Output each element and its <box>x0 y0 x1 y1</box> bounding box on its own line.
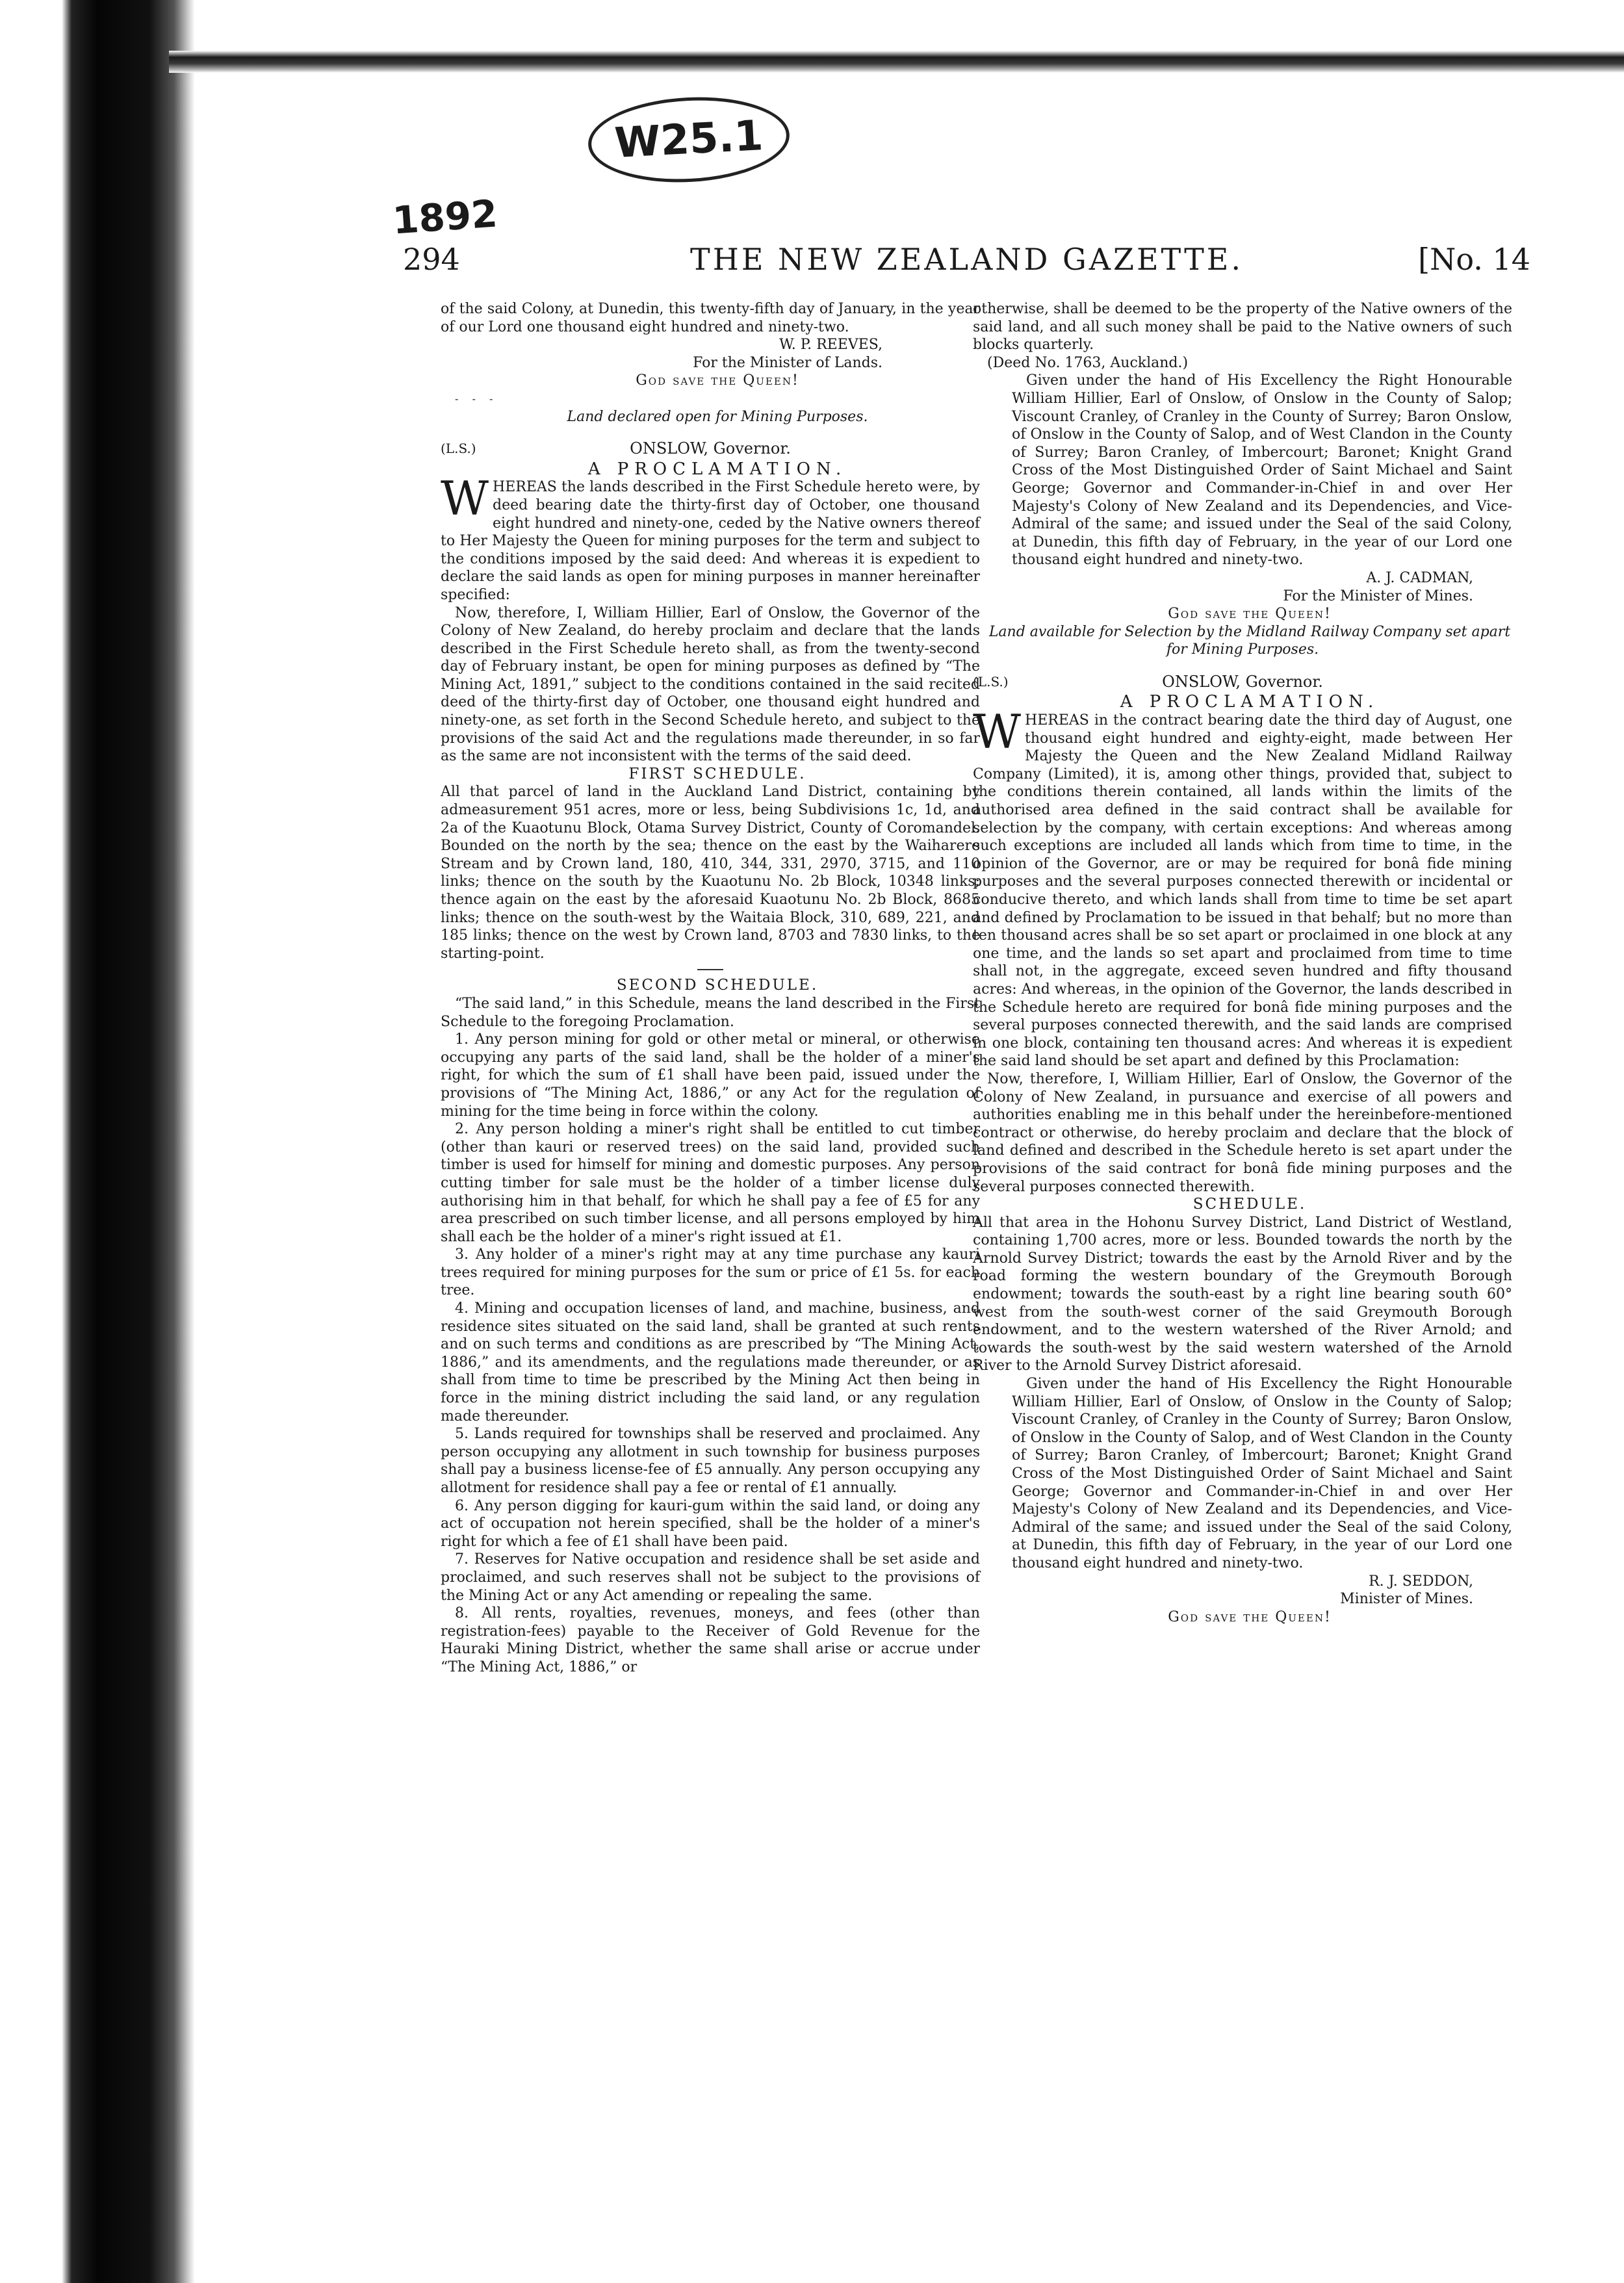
god-save-queen: God save the Queen! <box>1168 1608 1332 1625</box>
schedule-title: SCHEDULE. <box>1192 1196 1307 1213</box>
seal-mark: (L.S.) <box>441 441 476 457</box>
governor-name: ONSLOW, Governor. <box>1162 672 1323 691</box>
second-schedule-intro: “The said land,” in this Schedule, means the land described in the First Schedule to the foregoing Proclamation. <box>441 995 980 1030</box>
seal-mark: (L.S.) <box>973 673 1009 690</box>
first-schedule-title: FIRST SCHEDULE. <box>628 765 806 782</box>
gazette-title: THE NEW ZEALAND GAZETTE. <box>690 242 1243 277</box>
issue-number: [No. 14 <box>1418 242 1530 277</box>
drop-cap: W <box>441 471 489 526</box>
governor-line <box>973 673 1512 691</box>
second-schedule-title: SECOND SCHEDULE. <box>616 977 819 994</box>
schedule-item: 3. Any holder of a miner's right may at any time purchase any kauri trees required for mining purposes for the sum or price of £1 5s. for each tree. <box>441 1246 980 1299</box>
whereas-text: HEREAS in the contract bearing date the third day of August, one thousand eight hundred and eighty-eight, made between Her Majesty the Queen and the New Zealand Midland Railway Company (Limited), it is, among other things, provided that, subject to the conditions therein contained, all lands within the limits of the authorised area defined in the said contract shall be available for selection by the company, with certain exceptions: And whereas among such exceptions are included all lands which from time to time, in the opinion of the Governor, are or may be required for bonâ fide mining purposes and the several purposes connected therewith or incidental or conducive thereto, and which lands shall from time to time be set apart and defined by Proclamation to be issued in that behalf; but no more than ten thousand acres shall be so set apart or proclaimed in one block at any one time, and the lands so set apart and proclaimed from time to time shall not, in the aggregate, exceed seven hundred and fifty thousand acres: And whereas, in the opinion of the Governor, the lands described in the Schedule hereto are required for bonâ fide mining purposes and the several purposes connected therewith, and the said lands are comprised in one block, containing ten thousand acres: And whereas it is expedient the said land should be set apart and defined by this Proclamation: <box>973 712 1512 1070</box>
now-paragraph: Now, therefore, I, William Hillier, Earl of Onslow, the Governor of the Colony of New Zealand, in pursuance and exercise of all powers and authorities enabling me in this behalf under the hereinbefore-mentioned contract or otherwise, do hereby proclaim and declare that the block of land defined and described in the Schedule hereto is set apart under the provisions of the said contract for bonâ fide mining purposes and the several purposes connected therewith. <box>973 1070 1512 1195</box>
stamp-text: W25.1 <box>613 112 765 168</box>
schedule-text: All that area in the Hohonu Survey District, Land District of Westland, containing 1,700 acres, more or less. Bounded towards the north by the Arnold Survey District; towards the east by the Arnold River and by the road forming the western boundary of the Greymouth Borough endowment; towards the south-east by a right line bearing south 60° west from the south-west corner of the said Greymouth Borough endowment, and to the western watershed of the River Arnold; and towards the south-west by the said western watershed of the Arnold River to the Arnold Survey District aforesaid. <box>973 1214 1512 1374</box>
proclamation-title: A PROCLAMATION. <box>587 459 847 479</box>
governor-line <box>441 440 980 458</box>
signature-name: R. J. SEDDON, <box>1369 1573 1473 1590</box>
signature-name: W. P. REEVES, <box>779 337 883 354</box>
handwritten-year: 1892 <box>391 191 499 243</box>
schedule-item: 4. Mining and occupation licenses of land, and machine, business, and residence sites situated on the said land, shall be granted at such rents and on such terms and conditions as are prescribed by “The Mining Act, 1886,” and its amendments, and the regulations made thereunder, or as shall from time to time be prescribed by the Mining Act then being in force in the mining district including the said land, or any regulation made thereunder. <box>441 1300 980 1425</box>
schedule-item: 5. Lands required for townships shall be reserved and proclaimed. Any person occupying any allotment in such township for business purposes shall pay a business license-fee of £5 annually. Any person occupying any allotment for residence shall pay a fee or rental of £1 annually. <box>441 1426 980 1496</box>
section-heading: Land declared open for Mining Purposes. <box>567 408 868 425</box>
schedule-item: 8. All rents, royalties, revenues, moneys, and fees (other than registration-fees) payable to the Receiver of Gold Revenue for the Hauraki Mining District, whether the same shall arise or accrue under “The Mining Act, 1886,” or <box>441 1605 980 1675</box>
right-column <box>973 300 1512 1626</box>
schedule-item: 7. Reserves for Native occupation and residence shall be set aside and proclaimed, and such reserves shall not be subject to the provisions of the Mining Act or any Act amending or repealing the same. <box>441 1551 980 1604</box>
god-save-queen: God save the Queen! <box>1168 606 1332 623</box>
first-schedule-text: All that parcel of land in the Auckland Land District, containing by admeasurement 951 acres, more or less, being Subdivisions 1c, 1d, and 2a of the Kuaotunu Block, Otama Survey District, County of Coromandel. Bounded on the north by the sea; thence on the east by the Waiharere Stream and by Crown land, 180, 410, 344, 331, 2970, 3715, and 110 links; thence on the south by the Kuaotunu No. 2b Block, 10348 links; thence again on the east by the aforesaid Kuaotunu No. 2b Block, 8685 links; thence on the south-west by the Waitaia Block, 310, 689, 221, and 185 links; thence on the west by Crown land, 8703 and 7830 links, to the starting-point. <box>441 784 980 962</box>
whereas-paragraph <box>973 704 1512 1070</box>
divider <box>697 969 723 970</box>
schedule-item: 1. Any person mining for gold or other metal or mineral, or otherwise occupying any parts of the said land, shall be the holder of a miner's right, for which the sum of £1 shall have been paid, issued under the provisions of “The Mining Act, 1886,” or any Act for the regulation of mining for the time being in force within the colony. <box>441 1031 980 1120</box>
proclamation-title: A PROCLAMATION. <box>1120 692 1380 712</box>
scan-top-edge <box>169 51 1624 73</box>
continuation-paragraph: otherwise, shall be deemed to be the property of the Native owners of the said land, and all such money shall be paid to the Native owners of such blocks quarterly. <box>973 301 1512 354</box>
signature-name: A. J. CADMAN, <box>1366 569 1473 586</box>
deed-reference: (Deed No. 1763, Auckland.) <box>987 354 1189 371</box>
whereas-text: HEREAS the lands described in the First Schedule hereto were, by deed bearing date the thirty-first day of October, one thousand eight hundred and ninety-one, ceded by the Native owners thereof to Her Majesty the Queen for mining purposes for the term and subject to the conditions imposed by the said deed: And whereas it is expedient to declare the said lands as open for mining purposes in manner hereinafter specified: <box>441 479 980 603</box>
drop-cap: W <box>973 704 1022 760</box>
left-column <box>441 300 980 1677</box>
schedule-item: 2. Any person holding a miner's right shall be entitled to cut timber (other than kauri or reserved trees) on the said land, provided such timber is used for himself for mining and domestic purposes. Any person cutting timber for sale must be the holder of a timber license duly authorising him in that behalf, for which he shall pay a fee of £5 for any area prescribed on such timber license, and all persons employed by him shall each be the holder of a miner's right issued at £1. <box>441 1121 980 1245</box>
signature-role: For the Minister of Lands. <box>693 354 883 371</box>
governor-name: ONSLOW, Governor. <box>630 439 791 458</box>
now-paragraph: Now, therefore, I, William Hillier, Earl of Onslow, the Governor of the Colony of New Zealand, do hereby proclaim and declare that the lands described in the First Schedule hereto shall, as from the twenty-second day of February instant, be open for mining purposes as defined by “The Mining Act, 1891,” subject to the conditions contained in the said recited deed of the thirty-first day of October, one thousand eight hundred and ninety-one, as set forth in the Second Schedule hereto, and subject to the provisions of the said Act and the regulations made thereunder, in so far as the same are not inconsistent with the terms of the said deed. <box>441 604 980 765</box>
scan-edge-shadow <box>0 0 195 2283</box>
signature-role: Minister of Mines. <box>1340 1591 1473 1608</box>
intro-paragraph: of the said Colony, at Dunedin, this twenty-fifth day of January, in the year of our Lord one thousand eight hundred and ninety-two. <box>441 301 980 335</box>
god-save-queen: God save the Queen! <box>636 372 799 389</box>
page-header <box>403 242 1530 287</box>
schedule-item: 6. Any person digging for kauri-gum within the said land, or doing any act of occupation not herein specified, shall be the holder of a miner's right for which a fee of £1 shall have been paid. <box>441 1497 980 1550</box>
given-under-hand: Given under the hand of His Excellency the Right Honourable William Hillier, Earl of Onslow, of Onslow in the County of Salop; Viscount Cranley, of Cranley in the County of Surrey; Baron Onslow, of Onslow in the County of Salop, and of West Clandon in the County of Surrey; Baron Cranley, of Imbercourt; Baronet; Knight Grand Cross of the Most Distinguished Order of Saint Michael and Saint George; Governor and Commander-in-Chief in and over Her Majesty's Colony of New Zealand and its Dependencies, and Vice-Admiral of the same; and issued under the Seal of the said Colony, at Dunedin, this fifth day of February, in the year of our Lord one thousand eight hundred and ninety-two. <box>1012 372 1512 569</box>
given-under-hand: Given under the hand of His Excellency the Right Honourable William Hillier, Earl of Onslow, of Onslow in the County of Salop; Viscount Cranley, of Cranley in the County of Surrey; Baron Onslow, of Onslow in the County of Salop, and of West Clandon in the County of Surrey; Baron Cranley, of Imbercourt; Baronet; Knight Grand Cross of the Most Distinguished Order of Saint Michael and Saint George; Governor and Commander-in-Chief in and over Her Majesty's Colony of New Zealand and its Dependencies, and Vice-Admiral of the same; and issued under the Seal of the said Colony, at Dunedin, this fifth day of February, in the year of our Lord one thousand eight hundred and ninety-two. <box>1012 1376 1512 1571</box>
page-number: 294 <box>403 242 460 277</box>
section-heading: Land available for Selection by the Midland Railway Company set apart for Mining Purposes. <box>988 623 1511 658</box>
handwritten-stamp <box>586 92 792 187</box>
whereas-paragraph <box>441 471 980 604</box>
signature-role: For the Minister of Mines. <box>1283 587 1473 604</box>
dash-separator: - - - <box>455 392 498 405</box>
